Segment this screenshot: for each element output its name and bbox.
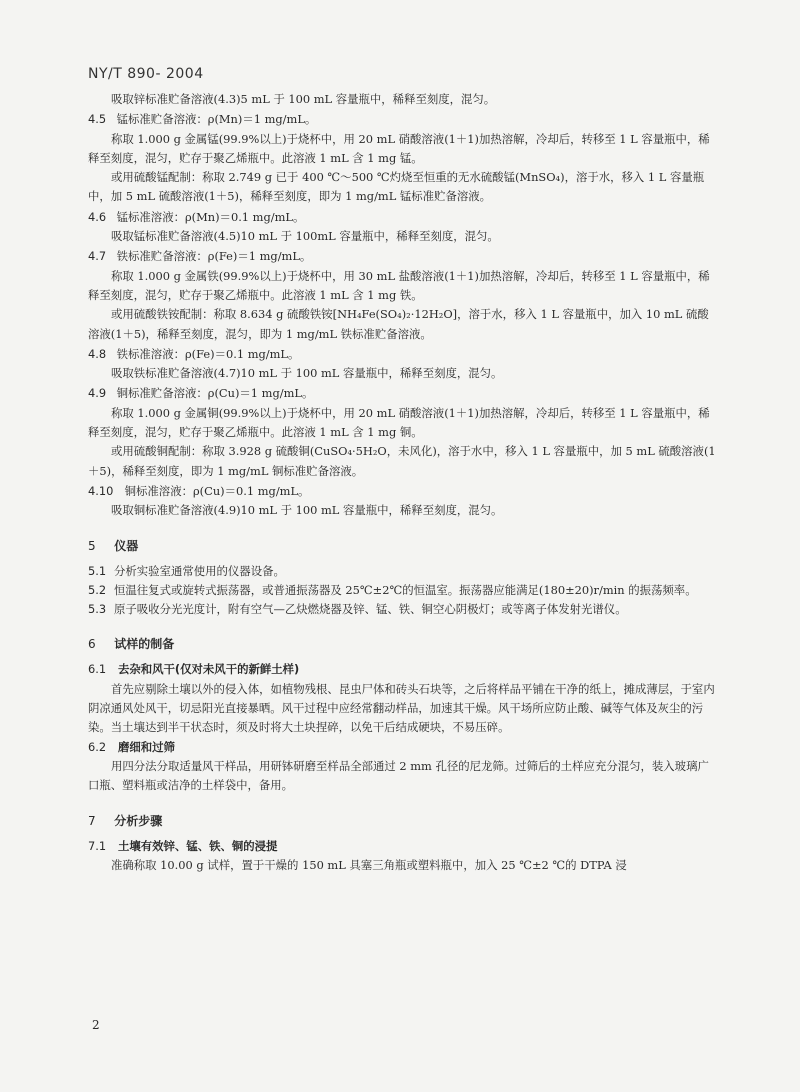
clause-4-7	[88, 247, 718, 266]
clause-title: 铜标准贮备溶液：ρ(Cu)＝1 mg/mL。	[116, 386, 314, 401]
clause-4-6	[88, 208, 718, 227]
clause-number: 5.2	[88, 582, 107, 597]
paragraph-manganese-alt: 或用硫酸锰配制：称取 2.749 g 已于 400 ℃～500 ℃灼烧至恒重的无水硫酸锰(MnSO₄)，溶于水，移入 1 L 容量瓶中，加 5 mL 硫酸溶液(1＋5)，稀释至刻度，即为 1 mg/mL 锰标准贮备溶液。	[88, 170, 705, 204]
paragraph-copper-dilution: 吸取铜标准贮备溶液(4.9)10 mL 于 100 mL 容量瓶中，稀释至刻度，混匀。	[111, 503, 503, 518]
clause-text: 原子吸收分光光度计，附有空气—乙炔燃烧器及锌、锰、铁、铜空心阴极灯；或等离子体发射光谱仪。	[114, 602, 627, 617]
clause-7-1-heading	[88, 837, 718, 856]
paragraph-iron-alt: 或用硫酸铁铵配制：称取 8.634 g 硫酸铁铵[NH₄Fe(SO₄)₂·12H₂O]，溶于水，移入 1 L 容量瓶中，加入 10 mL 硫酸溶液(1＋5)，稀释至刻度，混匀，即为 1 mg/mL 铁标准贮备溶液。	[88, 307, 709, 341]
clause-text: 分析实验室通常使用的仪器设备。	[114, 563, 285, 578]
section-6-heading	[88, 635, 718, 653]
clause-number: 4.5	[88, 112, 107, 127]
clause-title: 锰标准溶液：ρ(Mn)＝0.1 mg/mL。	[116, 209, 305, 224]
paragraph-extraction: 准确称取 10.00 g 试样，置于干燥的 150 mL 具塞三角瓶或塑料瓶中，加入 25 ℃±2 ℃的 DTPA 浸	[111, 857, 627, 872]
paragraph-air-drying: 首先应剔除土壤以外的侵入体，如植物残根、昆虫尸体和砖头石块等，之后将样品平铺在干净的纸上，摊成薄层，于室内阴凉通风处风干，切忌阳光直接暴晒。风干过程中应经常翻动样品，加速其干燥。风干场所应防止酸、碱等气体及灰尘的污染。当土壤达到半干状态时，须及时将大土块捏碎，以免干后结成硬块，不易压碎。	[88, 681, 715, 735]
clause-number: 4.9	[88, 386, 107, 401]
page-number: 2	[92, 1018, 100, 1032]
clause-5-2	[88, 581, 718, 600]
standard-number-header: NY/T 890- 2004	[88, 66, 204, 82]
section-title: 仪器	[114, 538, 139, 553]
clause-number: 4.6	[88, 209, 107, 224]
clause-title: 磨细和过筛	[117, 739, 175, 754]
clause-title: 铁标准溶液：ρ(Fe)＝0.1 mg/mL。	[116, 346, 300, 361]
section-number: 5	[88, 538, 96, 553]
clause-number: 5.3	[88, 602, 107, 617]
clause-5-1	[88, 562, 718, 581]
clause-title: 去杂和风干(仅对未风干的新鲜土样)	[117, 662, 300, 677]
clause-number: 4.10	[88, 483, 114, 498]
section-7-heading	[88, 812, 718, 830]
clause-6-1-heading	[88, 660, 718, 679]
clause-5-3	[88, 600, 718, 619]
clause-number: 5.1	[88, 563, 107, 578]
section-title: 试样的制备	[114, 637, 175, 652]
clause-title: 铜标准溶液：ρ(Cu)＝0.1 mg/mL。	[124, 483, 310, 498]
clause-number: 6.2	[88, 739, 107, 754]
clause-6-2-heading	[88, 738, 718, 757]
clause-number: 7.1	[88, 838, 107, 853]
clause-4-8	[88, 345, 718, 364]
section-number: 6	[88, 637, 96, 652]
paragraph-iron-prep: 称取 1.000 g 金属铁(99.9%以上)于烧杯中，用 30 mL 盐酸溶液(1＋1)加热溶解，冷却后，转移至 1 L 容量瓶中，稀释至刻度，混匀，贮存于聚乙烯瓶中。此溶液 1 mL 含 1 mg 铁。	[88, 268, 710, 302]
paragraph-manganese-prep: 称取 1.000 g 金属锰(99.9%以上)于烧杯中，用 20 mL 硝酸溶液(1＋1)加热溶解，冷却后，转移至 1 L 容量瓶中，稀释至刻度，混匀，贮存于聚乙烯瓶中。此溶液 1 mL 含 1 mg 锰。	[88, 131, 710, 165]
clause-4-10	[88, 482, 718, 501]
clause-4-5	[88, 110, 718, 129]
paragraph-grinding-sieving: 用四分法分取适量风干样品，用研钵研磨至样品全部通过 2 mm 孔径的尼龙筛。过筛后的土样应充分混匀，装入玻璃广口瓶、塑料瓶或洁净的土样袋中，备用。	[88, 758, 709, 793]
clause-number: 4.8	[88, 346, 107, 361]
section-5-heading	[88, 537, 718, 555]
paragraph-copper-alt: 或用硫酸铜配制：称取 3.928 g 硫酸铜(CuSO₄·5H₂O，未风化)，溶于水中，移入 1 L 容量瓶中，加 5 mL 硫酸溶液(1＋5)，稀释至刻度，即为 1 mg/mL 铜标准贮备溶液。	[88, 444, 716, 478]
clause-title: 铁标准贮备溶液：ρ(Fe)＝1 mg/mL。	[116, 249, 312, 264]
clause-number: 4.7	[88, 249, 107, 264]
clause-text: 恒温往复式或旋转式振荡器，或普通振荡器及 25℃±2℃的恒温室。振荡器应能满足(180±20)r/min 的振荡频率。	[114, 582, 697, 597]
section-number: 7	[88, 813, 96, 828]
clause-title: 锰标准贮备溶液：ρ(Mn)＝1 mg/mL。	[116, 112, 317, 127]
clause-4-9	[88, 384, 718, 403]
paragraph-iron-dilution: 吸取铁标准贮备溶液(4.7)10 mL 于 100 mL 容量瓶中，稀释至刻度，混匀。	[111, 366, 503, 381]
paragraph-manganese-dilution: 吸取锰标准贮备溶液(4.5)10 mL 于 100mL 容量瓶中，稀释至刻度，混匀。	[111, 229, 499, 244]
clause-number: 6.1	[88, 662, 107, 677]
paragraph-zinc-dilution: 吸取锌标准贮备溶液(4.3)5 mL 于 100 mL 容量瓶中，稀释至刻度，混匀。	[111, 92, 496, 106]
paragraph-copper-prep: 称取 1.000 g 金属铜(99.9%以上)于烧杯中，用 20 mL 硝酸溶液(1＋1)加热溶解，冷却后，转移至 1 L 容量瓶中，稀释至刻度，混匀，贮存于聚乙烯瓶中。此溶液 1 mL 含 1 mg 铜。	[88, 405, 710, 440]
section-title: 分析步骤	[114, 813, 163, 828]
clause-title: 土壤有效锌、锰、铁、铜的浸提	[117, 838, 278, 853]
